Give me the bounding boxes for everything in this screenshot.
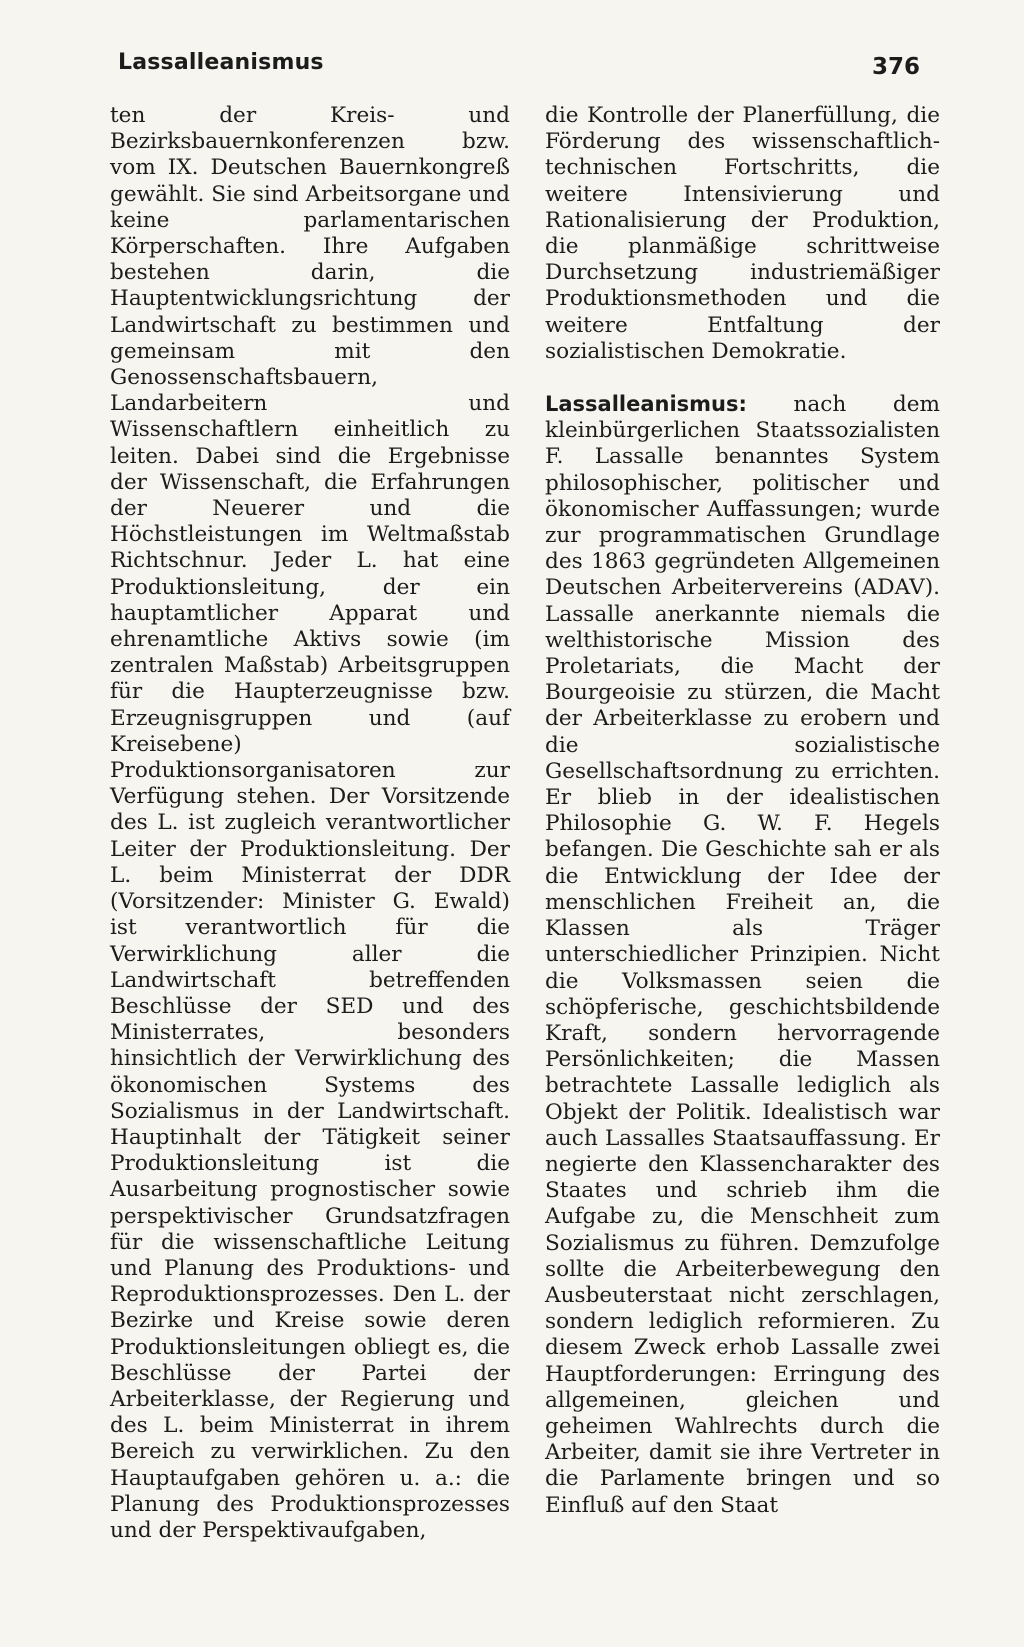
left-column-text: ten der Kreis- und Bezirksbauernkonferenzen bzw. vom IX. Deutschen Bauernkongreß gewählt. Sie sind Arbeitsorgane und keine parlamentarischen Körperschaften. Ihre Aufgaben bestehen darin, die Hauptentwicklungsrichtung der Landwirtschaft zu bestimmen und gemeinsam mit den Genossenschaftsbauern, Landarbeitern und Wissenschaftlern einheitlich zu leiten. Dabei sind die Ergebnisse der Wissenschaft, die Erfahrungen der Neuerer und die Höchstleistungen im Weltmaßstab Richtschnur. Jeder L. hat eine Produktionsleitung, der ein hauptamtlicher Apparat und ehrenamtliche Aktivs sowie (im zentralen Maßstab) Arbeitsgruppen für die Haupterzeugnisse bzw. Erzeugnisgruppen und (auf Kreisebene) Produktionsorganisatoren zur Verfügung stehen. Der Vorsitzende des L. ist zugleich verantwortlicher Leiter der Produktionsleitung. Der L. beim Ministerrat der DDR (Vorsitzender: Minister G. Ewald) ist verantwortlich für die Verwirklichung aller die Landwirtschaft betreffenden Beschlüsse der SED und des Ministerrates, besonders hinsichtlich der Verwirklichung des ökonomischen Systems des Sozialismus in der Landwirtschaft. Hauptinhalt der Tätigkeit seiner Produktionsleitung ist die Ausarbeitung prognostischer sowie perspektivischer Grundsatzfragen für die wissenschaftliche Leitung und Planung des Produktions- und Reproduktionsprozesses. Den L. der Bezirke und Kreise sowie deren Produktionsleitungen obliegt es, die Beschlüsse der Partei der Arbeiterklasse, der Regierung und des L. beim Ministerrat in ihrem Bereich zu verwirklichen. Zu den Hauptaufgaben gehören u. a.: die Planung des Produktionsprozesses und der Perspektivaufgaben, — [110, 103, 510, 1543]
right-column — [545, 103, 940, 1519]
entry-definition: nach dem kleinbürgerlichen Staatssozialisten F. Lassalle benanntes System philosophischer, politischer und ökonomischer Auffassungen; wurde zur programmatischen Grundlage des 1863 gegründeten Allgemeinen Deutschen Arbeitervereins (ADAV). Lassalle anerkannte niemals die welthistorische Mission des Proletariats, die Macht der Bourgeoisie zu stürzen, die Macht der Arbeiterklasse zu erobern und die sozialistische Gesellschaftsordnung zu errichten. Er blieb in der idealistischen Philosophie G. W. F. Hegels befangen. Die Geschichte sah er als die Entwicklung der Idee der menschlichen Freiheit an, die Klassen als Träger unterschiedlicher Prinzipien. Nicht die Volksmassen seien die schöpferische, geschichtsbildende Kraft, sondern hervorragende Persönlichkeiten; die Massen betrachtete Lassalle lediglich als Objekt der Politik. Idealistisch war auch Lassalles Staatsauffassung. Er negierte den Klassencharakter des Staates und schrieb ihm die Aufgabe zu, die Menschheit zum Sozialismus zu führen. Demzufolge sollte die Arbeiterbewegung den Ausbeuterstaat nicht zerschlagen, sondern lediglich reformieren. Zu diesem Zweck erhob Lassalle zwei Hauptforderungen: Erringung des allgemeinen, gleichen und geheimen Wahlrechts durch die Arbeiter, damit sie ihre Vertreter in die Parlamente bringen und so Einfluß auf den Staat — [545, 392, 940, 1518]
entry-term: Lassalleanismus: — [545, 392, 747, 417]
continuation-paragraph: die Kontrolle der Planerfüllung, die Förderung des wissenschaftlich-technischen Fortschritts, die weitere Intensivierung und Rationalisierung der Produktion, die planmäßige schrittweise Durchsetzung industriemäßiger Produktionsmethoden und die weitere Entfaltung der sozialistischen Demokratie. — [545, 103, 940, 364]
dictionary-entry — [545, 391, 940, 1519]
page-number: 376 — [872, 54, 921, 80]
left-column — [110, 103, 510, 1544]
running-head: Lassalleanismus — [118, 50, 324, 75]
